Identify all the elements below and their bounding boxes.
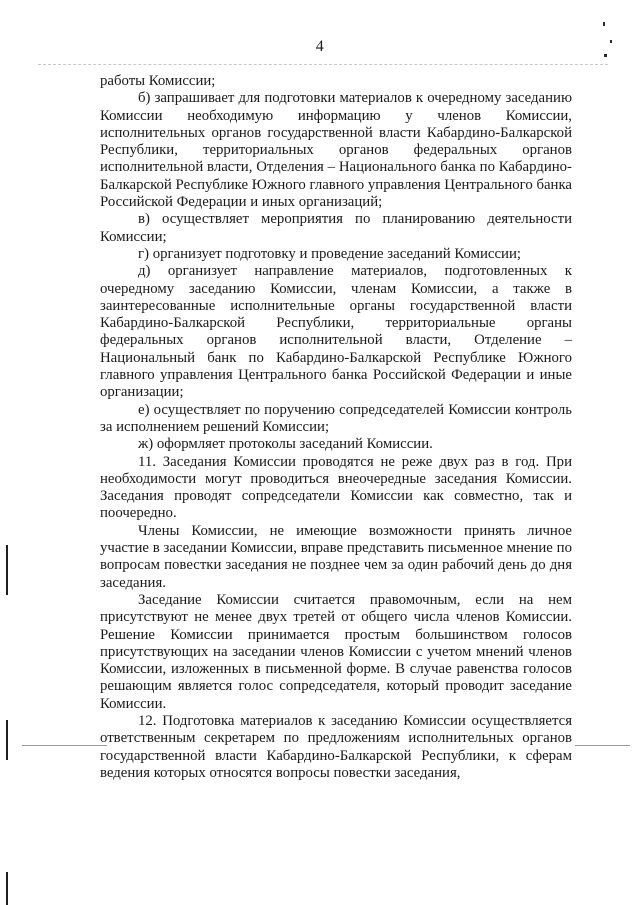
page-number: 4 xyxy=(315,38,325,55)
paragraph: работы Комиссии; xyxy=(100,73,216,89)
scan-edge-mark xyxy=(6,720,8,760)
scan-margin-line xyxy=(575,745,630,746)
paragraph: Заседание Комиссии считается правомочным, если на нем присутствуют не менее двух третей от общего числа членов Комиссии. Решение Комиссии принимается простым большинством голосов присутствующих на заседании членов Комиссии с учетом мнений членов Комиссии, изложенных в письменной форме. В случае равенства голосов решающим является голос сопредседателя, который проводит заседание Комиссии. xyxy=(100,591,572,712)
scan-corner-mark xyxy=(610,40,612,43)
paragraph: ж) оформляет протоколы заседаний Комиссии. xyxy=(138,436,433,453)
paragraph: 11. Заседания Комиссии проводятся не реже двух раз в год. При необходимости могут проводиться внеочередные заседания Комиссии. Заседания проводят сопредседатели Комиссии как совместно, так и поочередно. xyxy=(100,453,572,522)
scan-edge-mark xyxy=(6,545,8,595)
paragraph: д) организует направление материалов, подготовленных к очередному заседанию Комиссии, членам Комиссии, а также в заинтересованные исполнительные органы государственной власти Кабардино-Балкарской Республики, территориальные органы федеральных органов исполнительной власти, Отделение – Национальный банк по Кабардино-Балкарской Республике Южного главного управления Центрального банка Российской Федерации и иные организации; xyxy=(100,263,572,401)
paragraph: Члены Комиссии, не имеющие возможности принять личное участие в заседании Комиссии, вправе представить письменное мнение по вопросам повестки заседания не позднее чем за один рабочий день до дня заседания. xyxy=(100,522,572,591)
document-body xyxy=(100,73,572,782)
paragraph: е) осуществляет по поручению сопредседателей Комиссии контроль за исполнением решений Комиссии; xyxy=(100,401,572,435)
scan-margin-line xyxy=(22,745,107,746)
scan-edge-mark xyxy=(6,872,8,905)
paragraph: 12. Подготовка материалов к заседанию Комиссии осуществляется ответственным секретарем по предложениям исполнительных органов государственной власти Кабардино-Балкарской Республики, к сферам ведения которых относятся вопросы повестки заседания, xyxy=(100,712,572,781)
paragraph: в) осуществляет мероприятия по планированию деятельности Комиссии; xyxy=(100,211,572,245)
scan-top-rule xyxy=(38,64,608,65)
paragraph: б) запрашивает для подготовки материалов к очередному заседанию Комиссии необходимую информацию у членов Комиссии, исполнительных органов государственной власти Кабардино-Балкарской Республики, территориальных органов федеральных органов исполнительной власти, Отделения – Национального банка по Кабардино-Балкарской Республике Южного главного управления Центрального банка Российской Федерации и иных организаций; xyxy=(100,90,572,211)
scan-corner-mark xyxy=(603,22,605,26)
scan-corner-mark xyxy=(604,54,607,57)
paragraph: г) организует подготовку и проведение заседаний Комиссии; xyxy=(138,245,521,262)
